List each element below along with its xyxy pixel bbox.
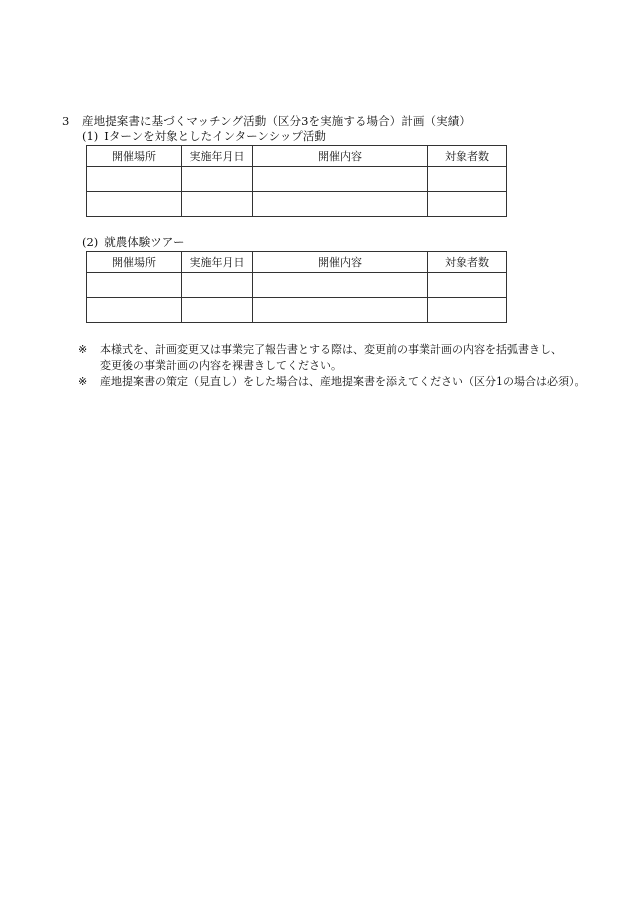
table-cell xyxy=(87,298,182,323)
table-cell xyxy=(428,298,507,323)
column-header-date: 実施年月日 xyxy=(182,146,253,167)
column-header-venue: 開催場所 xyxy=(87,252,182,273)
note-2 xyxy=(78,374,586,390)
note-text: 産地提案書の策定（見直し）をした場合は、産地提案書を添えてください（区分1の場合は必須）。 xyxy=(100,375,586,388)
table-row xyxy=(87,192,507,217)
subsection-heading-2 xyxy=(82,234,184,250)
table-cell xyxy=(428,273,507,298)
table-cell xyxy=(87,273,182,298)
table-cell xyxy=(253,167,428,192)
column-header-participants: 対象者数 xyxy=(428,252,507,273)
farm-tour-table xyxy=(86,251,507,323)
column-header-venue: 開催場所 xyxy=(87,146,182,167)
column-header-content: 開催内容 xyxy=(253,146,428,167)
table-header-row xyxy=(87,146,507,167)
table-cell xyxy=(87,192,182,217)
table-cell xyxy=(428,192,507,217)
table-row xyxy=(87,298,507,323)
section-title: 産地提案書に基づくマッチング活動（区分3を実施する場合）計画（実績） xyxy=(82,114,471,128)
table-cell xyxy=(182,167,253,192)
table-cell xyxy=(253,192,428,217)
table-row xyxy=(87,273,507,298)
table-cell xyxy=(182,298,253,323)
internship-table xyxy=(86,145,507,217)
subsection-number: (2) xyxy=(82,235,99,249)
reference-mark: ※ xyxy=(78,343,88,356)
note-text-continued: 変更後の事業計画の内容を裸書きしてください。 xyxy=(100,359,342,372)
subsection-title: Iターンを対象としたインターンシップ活動 xyxy=(104,129,326,143)
table-cell xyxy=(87,167,182,192)
subsection-heading-1 xyxy=(82,128,326,144)
section-heading xyxy=(62,113,471,129)
table-header-row xyxy=(87,252,507,273)
table-cell xyxy=(253,273,428,298)
subsection-number: (1) xyxy=(82,129,99,143)
note-1 xyxy=(78,342,562,374)
column-header-content: 開催内容 xyxy=(253,252,428,273)
section-number: 3 xyxy=(62,114,70,128)
table-cell xyxy=(253,298,428,323)
note-text: 本様式を、計画変更又は事業完了報告書とする際は、変更前の事業計画の内容を括弧書きし、 xyxy=(100,343,562,356)
reference-mark: ※ xyxy=(78,375,88,388)
table-cell xyxy=(182,273,253,298)
column-header-participants: 対象者数 xyxy=(428,146,507,167)
subsection-title: 就農体験ツアー xyxy=(104,235,185,249)
table-cell xyxy=(182,192,253,217)
table-row xyxy=(87,167,507,192)
table-cell xyxy=(428,167,507,192)
column-header-date: 実施年月日 xyxy=(182,252,253,273)
